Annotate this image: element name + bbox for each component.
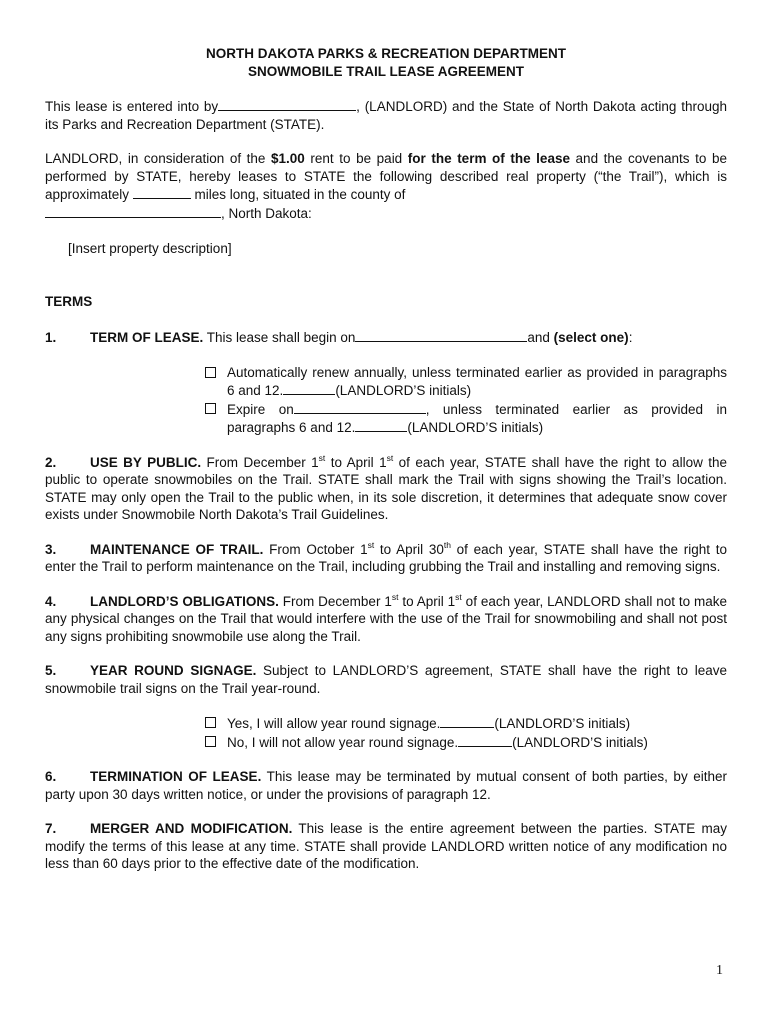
expire-checkbox[interactable] — [205, 403, 216, 414]
section-3-text-2: to April 30 — [374, 541, 444, 557]
auto-renew-text: Automatically renew annually, unless terminated earlier as provided in paragraphs 6 and 12. — [227, 364, 727, 398]
option-signage-yes — [205, 714, 727, 733]
section-7 — [45, 820, 727, 873]
section-4-text-1: From December 1 — [278, 593, 392, 609]
section-2-text-1: From December 1 — [201, 454, 319, 470]
miles-blank[interactable] — [133, 185, 191, 199]
expire-date-blank[interactable] — [294, 400, 426, 414]
expire-text-2: , unless terminated earlier as provided in paragraphs 6 and 12. — [227, 401, 727, 435]
expire-text-1: Expire on — [227, 401, 294, 417]
section-3-number: 3. — [45, 541, 57, 557]
section-2-text-3: of each year, STATE shall have the right to allow the public to operate snowmobiles on the Trail. STATE shall mark the Trail with signs showing the Trail’s location. STATE may only open the Trail to the public when, in its sole discretion, it determines that adequate snow cover exists under Snowmobile North Dakota’s Trail Guidelines. — [45, 454, 728, 522]
signage-yes-initials-blank[interactable] — [440, 714, 494, 728]
section-2 — [45, 454, 727, 524]
consideration-text-3: and the covenants to be performed by STATE, hereby leases to STATE the following described real property (“the Trail”), which is approximately — [45, 151, 727, 202]
section-2-number: 2. — [45, 454, 57, 470]
document-page — [45, 45, 727, 873]
option-auto-renew — [205, 364, 727, 400]
intro-paragraph — [45, 97, 727, 133]
section-3-text-1: From October 1 — [263, 541, 368, 557]
consideration-text-4: miles long, situated in the county of — [190, 187, 406, 202]
signage-no-initials-blank[interactable] — [458, 733, 512, 747]
section-3 — [45, 541, 727, 576]
rent-amount: $1.00 — [271, 151, 305, 166]
section-7-heading: MERGER AND MODIFICATION. — [90, 821, 293, 836]
section-4-sup-1: st — [391, 591, 399, 602]
auto-renew-initials-blank[interactable] — [283, 381, 335, 395]
section-7-text-1: This lease is the entire agreement between the parties. STATE may modify the terms of this lease at any time. STATE shall provide LANDLORD written notice of any modification no less than 60 days prior to the effective date of the modification. — [45, 821, 727, 871]
signage-no-text: No, I will not allow year round signage. — [227, 734, 459, 750]
consideration-text-2: rent to be paid — [304, 151, 408, 166]
auto-renew-initials-label: (LANDLORD’S initials) — [335, 383, 472, 398]
section-1 — [45, 328, 727, 347]
section-5-number: 5. — [45, 663, 57, 678]
section-1-text-1: This lease shall begin on — [203, 330, 356, 345]
section-5 — [45, 662, 727, 697]
consideration-text-1: LANDLORD, in consideration of the — [45, 151, 272, 166]
section-6-number: 6. — [45, 769, 57, 784]
county-blank[interactable] — [45, 204, 221, 218]
section-1-heading: TERM OF LEASE. — [90, 330, 204, 345]
section-4-heading: LANDLORD’S OBLIGATIONS. — [90, 593, 279, 609]
section-2-heading: USE BY PUBLIC. — [90, 454, 202, 470]
section-5-heading: YEAR ROUND SIGNAGE. — [90, 663, 257, 678]
signage-no-initials-label: (LANDLORD’S initials) — [512, 734, 648, 750]
section-6 — [45, 768, 727, 803]
title-line-1: NORTH DAKOTA PARKS & RECREATION DEPARTMENT — [206, 46, 566, 61]
section-7-number: 7. — [45, 821, 57, 836]
option-expire — [205, 400, 727, 437]
section-3-sup-1: st — [367, 539, 375, 550]
auto-renew-checkbox[interactable] — [205, 367, 216, 378]
signage-yes-initials-label: (LANDLORD’S initials) — [494, 716, 631, 731]
expire-initials-label: (LANDLORD’S initials) — [407, 420, 544, 435]
section-1-select-one: (select one) — [553, 330, 629, 345]
expire-initials-blank[interactable] — [355, 418, 407, 432]
section-4-text-2: to April 1 — [398, 593, 456, 609]
signage-no-checkbox[interactable] — [205, 736, 216, 747]
signage-yes-text: Yes, I will allow year round signage. — [227, 716, 441, 731]
section-1-number: 1. — [45, 330, 57, 345]
section-2-text-2: to April 1 — [325, 454, 387, 470]
terms-heading: TERMS — [45, 293, 93, 309]
property-description-placeholder: [Insert property description] — [68, 241, 232, 256]
page-number: 1 — [716, 963, 723, 978]
section-2-sup-1: st — [318, 452, 326, 463]
section-3-sup-2: th — [443, 539, 451, 550]
section-5-text-1: Subject to LANDLORD’S agreement, STATE shall have the right to leave snowmobile trail signs on the Trail year-round. — [45, 663, 727, 696]
section-4-text-3: of each year, LANDLORD shall not to make any physical changes on the Trail that would interfere with the use of the Trail for snowmobiling and shall not post any signs prohibiting snowmobile use along the Trail. — [45, 593, 728, 644]
consideration-text-5: , North Dakota: — [221, 205, 312, 221]
section-4-sup-2: st — [455, 591, 462, 602]
term-bold: for the term of the lease — [407, 151, 570, 166]
section-2-sup-2: st — [386, 452, 394, 463]
consideration-paragraph — [45, 150, 727, 222]
section-4-number: 4. — [45, 593, 57, 609]
section-1-text-2: and — [527, 330, 554, 345]
title-line-2: SNOWMOBILE TRAIL LEASE AGREEMENT — [247, 64, 524, 79]
document-title — [45, 45, 727, 81]
section-3-heading: MAINTENANCE OF TRAIL. — [90, 541, 264, 557]
option-signage-no — [205, 733, 727, 752]
signage-yes-checkbox[interactable] — [205, 717, 216, 728]
section-1-colon: : — [628, 330, 633, 345]
intro-text-1: This lease is entered into by — [45, 99, 219, 114]
section-6-text-1: This lease may be terminated by mutual consent of both parties, by either party upon 30 days written notice, or under the provisions of paragraph 12. — [45, 769, 727, 802]
section-3-text-3: of each year, STATE shall have the right to enter the Trail to perform maintenance on the Trail, including grubbing the Trail and installing and removing signs. — [45, 541, 727, 574]
lease-start-date-blank[interactable] — [355, 328, 527, 342]
section-4 — [45, 593, 727, 646]
intro-text-2: , (LANDLORD) and the State of North Dakota acting through its Parks and Recreation Department (STATE). — [45, 99, 727, 132]
section-6-heading: TERMINATION OF LEASE. — [90, 769, 262, 784]
landlord-name-blank[interactable] — [218, 97, 356, 111]
